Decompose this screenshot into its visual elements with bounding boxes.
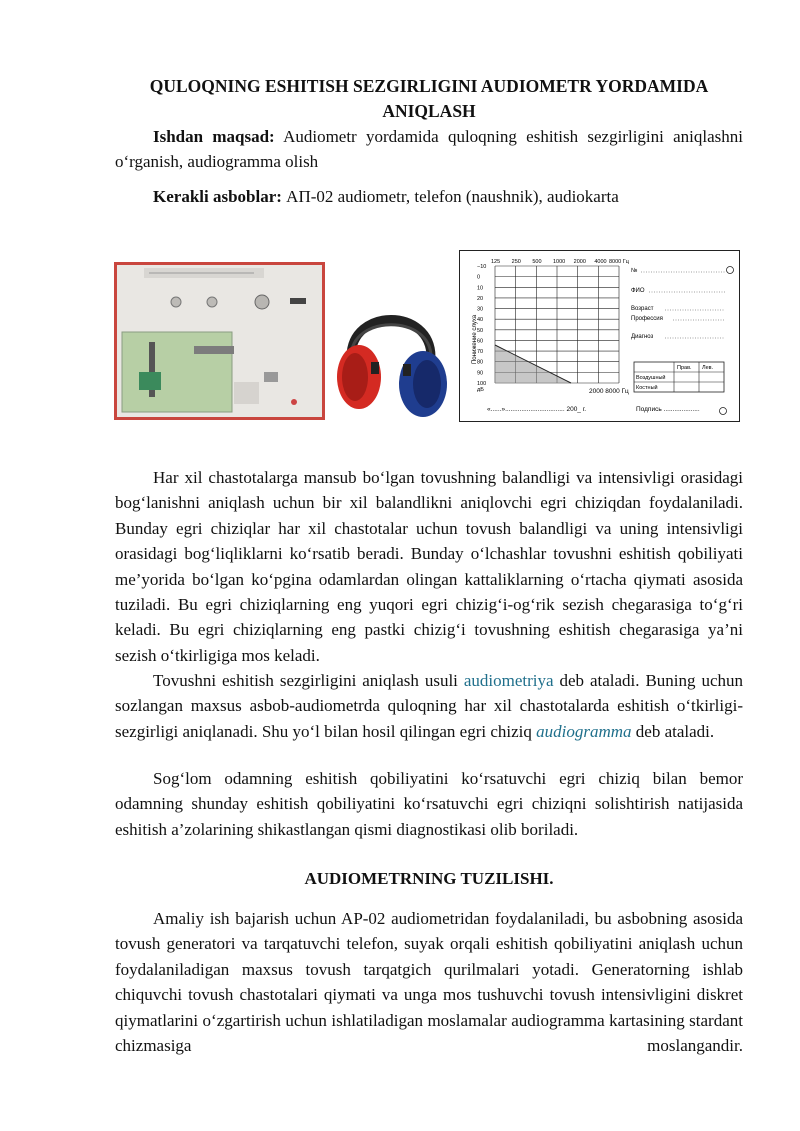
paragraph-4: Amaliy ish bajarish uchun AP-02 audiometridan foydalaniladi, bu asbobning asosida tovush generatori va tarqatuvchi telefon, suyak orqali eshitish qobiliyatini aniqlash uchun foydalaniladigan maxsus tovush tarqatgich qurilmalari yotadi. Generatorning ishlab chiquvchi tovush chastotalari qiymati va unga mos tushuvchi tovush intensivligini diskret qiymatlarini o‘zgartirish uchun ishlatiladigan moslamalar audiogramma kartasining stardant chizmasiga moslangandir. (115, 909, 743, 1056)
audiogram-card (459, 250, 740, 422)
audiogramma-link[interactable]: audiogramma (536, 721, 632, 741)
card-field-label: Возраст (631, 306, 654, 312)
card-db-label: 50 (477, 327, 484, 334)
card-freq-label: 4000 (594, 259, 607, 265)
paragraph-3: Sog‘lom odamning eshitish qobiliyatini ko‘rsatuvchi egri chiziq bilan bemor odamning shunday eshitish qobiliyatini ko‘rsatuvchi egri chiziqni solishtirish natijasida eshitish a’zolarining shikastlangan qismi diagnostikasi olib boriladi. (115, 769, 743, 839)
paragraph-2 (115, 668, 743, 744)
tools-label: Kerakli asboblar: (153, 187, 282, 206)
paragraph-2-text-c: deb ataladi. (631, 721, 715, 741)
goal-paragraph (115, 124, 743, 175)
card-footer-left: «......»................................. 200_ г. (487, 406, 587, 413)
paragraph-1: Har xil chastotalarga mansub bo‘lgan tovushning balandligi va intensivligi orasidagi bog‘lanishni aniqlash uchun bir xil balandlikni aniqlovchi egri chiziqdan foydalaniladi. Bunday egri chiziqlar har xil chastotalar uchun tovush balandligi va uning intensivligi orasidagi bog‘liqliklarni ko‘rsatib beradi. Bunday o‘lchashlar tovushni eshitish qobiliyati me’yorida bo‘lgan ko‘pgina odamlardan olingan kattaliklarning o‘rtacha qiymati asosida tuziladi. Bu egri chiziqlarning eng yuqori egri chizig‘i-og‘rik sezish chegarasiga to‘g‘ri keladi. Bu egri chiziqlarning eng pastki chizig‘i tovushning eshitish chegarasiga ya’ni sezish o‘tkirligiga mos keladi. (115, 468, 743, 665)
card-db-label: 100 (477, 381, 487, 387)
card-field-label: ФИО (631, 288, 645, 294)
tools-text: АП-02 audiometr, telefon (naushnik), audiokarta (286, 187, 619, 206)
card-row-bone: Костный (636, 385, 658, 391)
card-footer-right: Подпись .................... (636, 406, 700, 413)
goal-text: Audiometr yordamida quloqning eshitish sezgirligini aniqlashni o‘rganish, audiogramma olish (115, 127, 744, 172)
card-db-label: 80 (477, 359, 484, 366)
section-heading: AUDIOMETRNING TUZILISHI. (304, 869, 554, 888)
card-th-left: Лев. (702, 365, 714, 371)
card-freq-label: 2000 (573, 259, 586, 265)
card-field-label: № (631, 268, 638, 274)
card-axis-label: Понижение слуха (472, 314, 478, 364)
card-db-label: 10 (477, 285, 484, 292)
card-freq-label: 125 (491, 259, 501, 265)
audiometer-photo (114, 262, 325, 420)
paragraph-2-text-b: deb ataladi. Buning uchun sozlangan maxsus asbob-audiometrda quloqning har xil chastotalarda eshitish o‘tkirligi-sezgirligi aniqlanadi. Shu yo‘l bilan hosil qilingan egri chiziq (115, 671, 743, 741)
card-row-air: Воздушный (636, 375, 666, 381)
card-freq-label: 500 (532, 259, 542, 265)
goal-label: Ishdan maqsad: (153, 127, 275, 146)
card-freq-label: 1000 (553, 259, 566, 265)
card-db-label: 90 (477, 370, 484, 377)
card-th-right: Прав. (677, 365, 692, 371)
card-db-label: 70 (477, 349, 484, 356)
paragraph-2-text-a: Tovushni eshitish sezgirligini aniqlash usuli (153, 671, 464, 690)
card-db-label: 30 (477, 306, 484, 313)
headphones-photo (331, 302, 451, 420)
card-db-label: 40 (477, 317, 484, 324)
card-freq-label: 250 (511, 259, 521, 265)
card-freq-label: 8000 Гц (609, 259, 629, 265)
card-field-label: Диагноз (631, 334, 654, 340)
card-field-label: Профессия (631, 316, 663, 322)
card-db-label: дБ (477, 387, 484, 393)
card-db-label: 0 (477, 274, 481, 281)
card-db-label: 20 (477, 295, 484, 302)
audiometriya-link[interactable]: audiometriya (463, 671, 554, 690)
page-title: QULOQNING ESHITISH SEZGIRLIGINI AUDIOMETR YORDAMIDA ANIQLASH (149, 76, 709, 121)
card-db-label: 60 (477, 338, 484, 345)
card-freq-bottom: 2000 8000 Гц (589, 388, 629, 395)
card-db-label: −10 (477, 264, 487, 270)
tools-paragraph (115, 184, 743, 209)
